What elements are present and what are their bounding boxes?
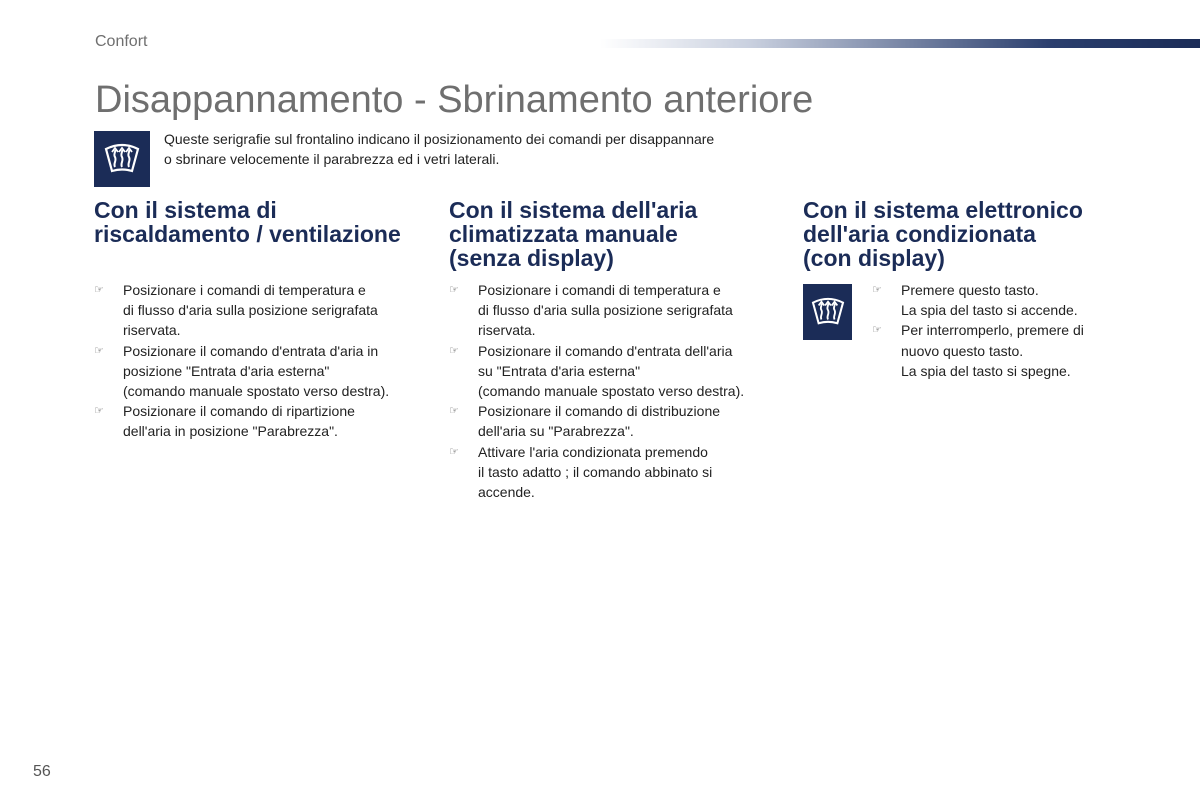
instruction-list (94, 280, 434, 442)
windscreen-defrost-icon (94, 131, 150, 187)
pointing-hand-icon: ☞ (872, 284, 882, 296)
intro-line: Queste serigrafie sul frontalino indicano il posizionamento dei comandi per disappannare (164, 131, 715, 147)
instruction-list (872, 280, 1142, 381)
list-item: ☞ Posizionare il comando d'entrata dell'aria su "Entrata d'aria esterna" (comando manuale spostato verso destra). (449, 342, 745, 400)
list-item: ☞ Posizionare il comando d'entrata d'aria in posizione "Entrata d'aria esterna" (comando manuale spostato verso destra). (94, 342, 390, 400)
column-manual-air-conditioning (449, 197, 789, 501)
pointing-hand-icon: ☞ (449, 284, 459, 296)
pointing-hand-icon: ☞ (94, 284, 104, 296)
pointing-hand-icon: ☞ (872, 324, 882, 337)
list-item: ☞ Posizionare il comando di ripartizione dell'aria in posizione "Parabrezza". (94, 403, 355, 440)
column-heading: Con il sistema elettronico dell'aria condizionata (con display) (803, 197, 1083, 271)
list-item: ☞ Premere questo tasto. La spia del tasto si accende. (872, 282, 1078, 319)
intro-text (164, 129, 804, 169)
pointing-hand-icon: ☞ (94, 344, 104, 357)
list-item: ☞ Posizionare i comandi di temperatura e di flusso d'aria sulla posizione serigrafata riservata. (449, 282, 733, 339)
pointing-hand-icon: ☞ (449, 344, 459, 357)
pointing-hand-icon: ☞ (449, 405, 459, 418)
column-heading: Con il sistema dell'aria climatizzata manuale (senza display) (449, 197, 698, 271)
column-heating-ventilation (94, 197, 434, 440)
instruction-list (449, 280, 789, 502)
list-item: ☞ Posizionare il comando di distribuzione dell'aria su "Parabrezza". (449, 403, 721, 440)
column-electronic-air-conditioning (803, 197, 1143, 379)
header-gradient-bar (600, 39, 1200, 48)
pointing-hand-icon: ☞ (449, 445, 459, 458)
intro-line: o sbrinare velocemente il parabrezza ed i vetri laterali. (164, 151, 500, 167)
windscreen-defrost-icon (803, 284, 852, 340)
page-number: 56 (33, 763, 51, 780)
pointing-hand-icon: ☞ (94, 405, 104, 418)
section-label: Confort (95, 33, 148, 50)
column-heading: Con il sistema di riscaldamento / ventilazione (94, 197, 401, 247)
list-item: ☞ Attivare l'aria condizionata premendo il tasto adatto ; il comando abbinato si accende. (449, 443, 713, 501)
list-item: ☞ Per interromperlo, premere di nuovo questo tasto. La spia del tasto si spegne. (872, 322, 1084, 379)
page-title: Disappannamento - Sbrinamento anteriore (95, 79, 814, 121)
list-item: ☞ Posizionare i comandi di temperatura e di flusso d'aria sulla posizione serigrafata riservata. (94, 282, 378, 339)
